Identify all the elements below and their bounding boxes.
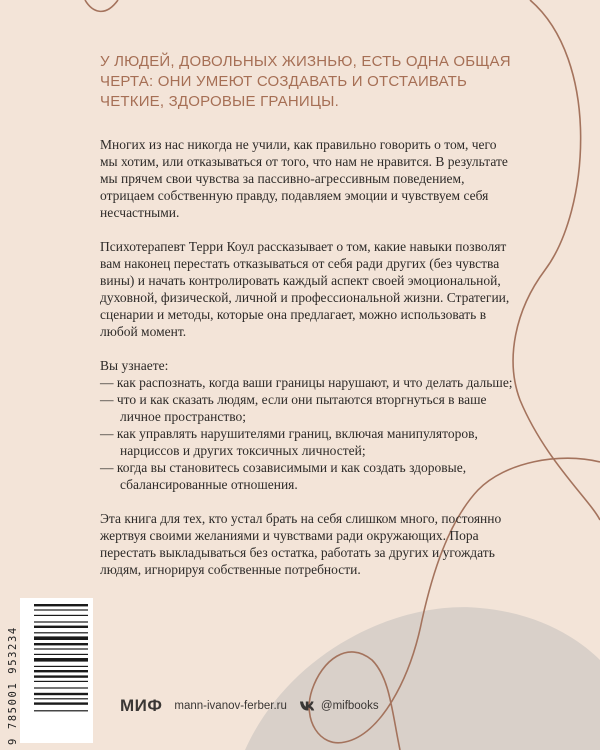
- list-item: — что и как сказать людям, если они пытаются вторгнуться в ваше личное пространство;: [100, 391, 515, 425]
- decorative-curve-right: [513, 0, 600, 520]
- list-intro: Вы узнаете:: [100, 358, 169, 373]
- social-handle-link[interactable]: @mifbooks: [320, 700, 379, 712]
- barcode: [20, 598, 93, 743]
- main-text: [100, 52, 515, 595]
- paragraph-author: Психотерапевт Терри Коул рассказывает о том, какие навыки позволят вам наконец перестать отказываться от себя ради других (без чувства вины) и начать контролировать каждый аспект своей эмоциональной, духовной, физической, личной и профессиональной жизни. Стратегии, сценарии и методы, которые она предлагает, можно использовать в любой момент.: [100, 239, 510, 339]
- paragraph-audience: Эта книга для тех, кто устал брать на себя слишком много, постоянно жертвуя своими желаниями и чувствами ради окружающих. Пора перестать выкладываться без остатка, работать за других и угождать людям, игнорируя собственные потребности.: [100, 511, 502, 577]
- vk-icon: [299, 700, 315, 712]
- headline: У ЛЮДЕЙ, ДОВОЛЬНЫХ ЖИЗНЬЮ, ЕСТЬ ОДНА ОБЩАЯ ЧЕРТА: ОНИ УМЕЮТ СОЗДАВАТЬ И ОТСТАИВАТЬ ЧЕТКИЕ, ЗДОРОВЫЕ ГРАНИЦЫ.: [100, 53, 511, 110]
- paragraph-intro: Многих из нас никогда не учили, как правильно говорить о том, чего мы хотим, или отказываться от того, что нам не нравится. В результате мы прячем свои чувства за пассивно-агрессивным поведением, отрицаем собственную правду, подавляем эмоции и чувствуем себя несчастными.: [100, 137, 508, 220]
- list-item: — когда вы становитесь созависимыми и как создать здоровые, сбалансированные отношения.: [100, 459, 515, 493]
- decorative-curve-top-left: [85, 0, 118, 11]
- list-item: — как управлять нарушителями границ, включая манипуляторов, нарциссов и других токсичных личностей;: [100, 425, 515, 459]
- gray-blob-shape: [245, 607, 600, 750]
- barcode-digits: 9 785001 953234: [7, 626, 19, 745]
- benefits-list: [100, 374, 515, 493]
- list-item: — как распознать, когда ваши границы нарушают, и что делать дальше;: [100, 374, 515, 391]
- publisher-website-link[interactable]: mann-ivanov-ferber.ru: [174, 700, 287, 712]
- publisher-logo: МИФ: [120, 696, 163, 715]
- publisher-footer: [120, 696, 379, 716]
- barcode-bars-icon: [20, 598, 93, 743]
